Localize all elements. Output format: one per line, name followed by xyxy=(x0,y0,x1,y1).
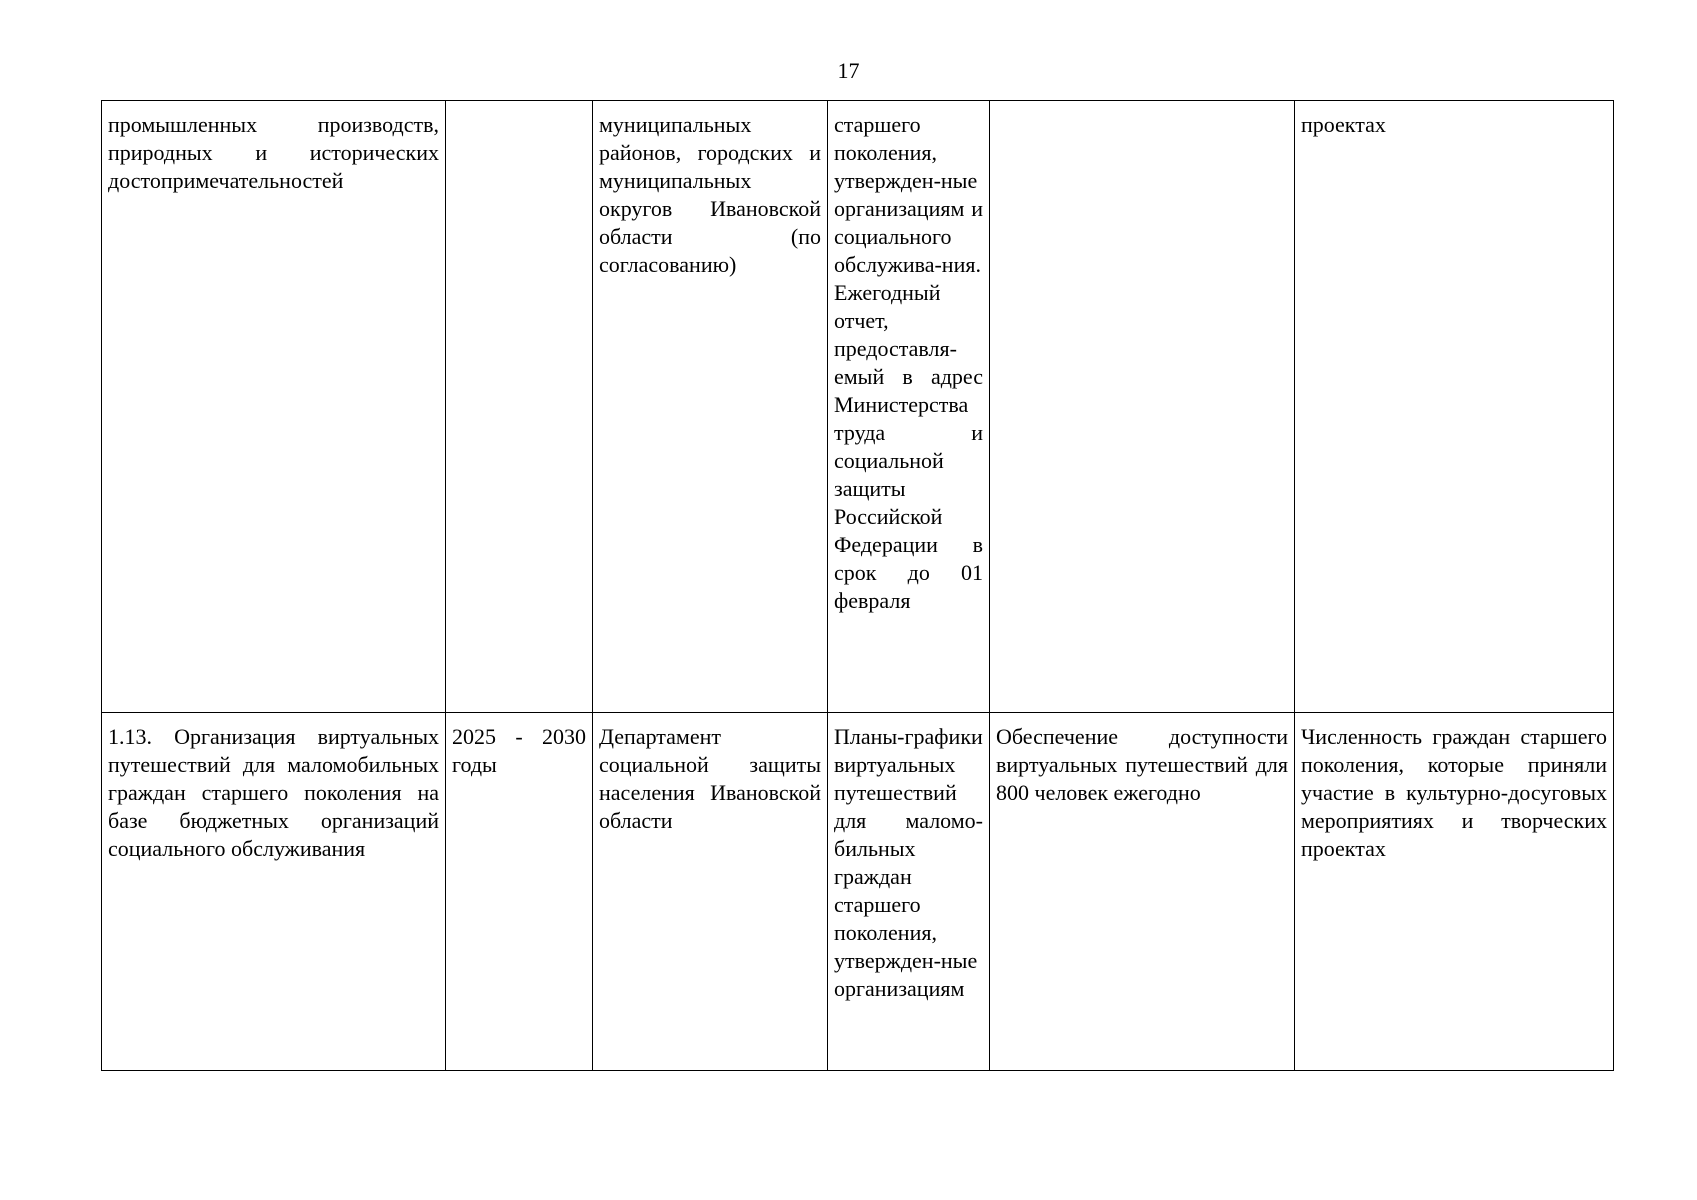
table-cell-result xyxy=(990,101,1295,713)
cell-text: Обеспечение доступности виртуальных путешествий для 800 человек ежегодно xyxy=(996,724,1288,805)
measures-table xyxy=(101,100,1614,1071)
cell-text: промышленных производств, природных и исторических достопримечательностей xyxy=(108,112,439,193)
cell-text: старшего поколения, утвержден-ные организациям и социального обслужива-ния. Ежегодный отчет, предоставля-емый в адрес Министерства труда и социальной защиты Российской Федерации в срок до 01 февраля xyxy=(834,112,983,613)
table-cell-period xyxy=(446,713,593,1071)
cell-text: 1.13. Организация виртуальных путешествий для маломобильных граждан старшего поколения на базе бюджетных организаций социального обслуживания xyxy=(108,724,439,861)
table-cell-measure xyxy=(102,713,446,1071)
table-cell-result xyxy=(990,713,1295,1071)
table-cell-document xyxy=(828,713,990,1071)
cell-text: муниципальных районов, городских и муниципальных округов Ивановской области (по согласованию) xyxy=(599,112,821,277)
table-cell-indicator xyxy=(1295,101,1614,713)
table-cell-executor xyxy=(593,713,828,1071)
cell-text: Численность граждан старшего поколения, которые приняли участие в культурно-досуговых мероприятиях и творческих проектах xyxy=(1301,724,1607,861)
cell-text: проектах xyxy=(1301,112,1386,137)
table-row xyxy=(102,713,1614,1071)
page-number: 17 xyxy=(837,58,860,83)
table-cell-period xyxy=(446,101,593,713)
table-cell-executor xyxy=(593,101,828,713)
table-row xyxy=(102,101,1614,713)
table-cell-document xyxy=(828,101,990,713)
cell-text: 2025 - 2030 годы xyxy=(452,724,586,777)
cell-text: Планы-графики виртуальных путешествий для маломо-бильных граждан старшего поколения, утвержден-ные организациям xyxy=(834,724,983,1001)
table-cell-measure xyxy=(102,101,446,713)
cell-text: Департамент социальной защиты населения Ивановской области xyxy=(599,724,821,833)
table-cell-indicator xyxy=(1295,713,1614,1071)
